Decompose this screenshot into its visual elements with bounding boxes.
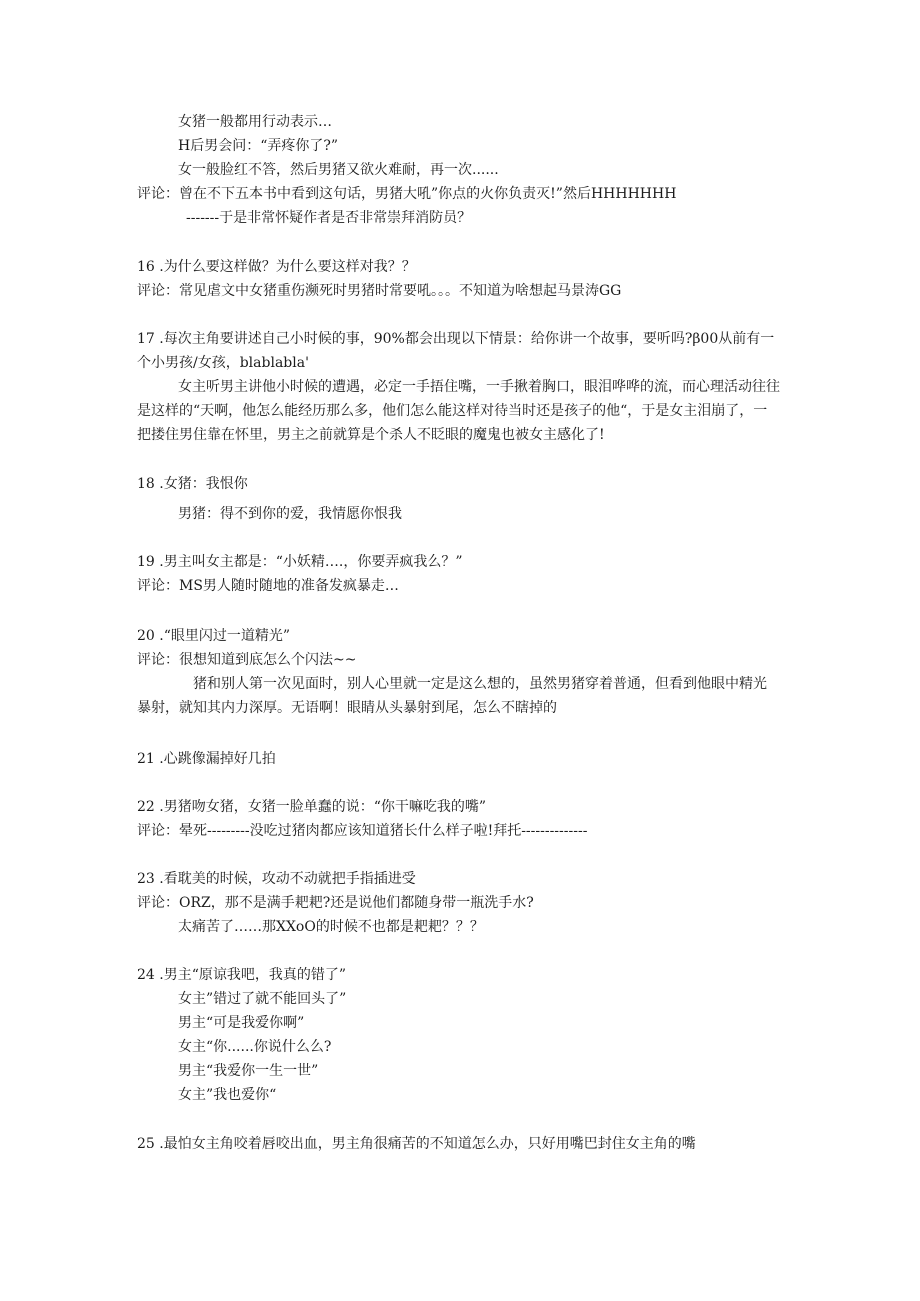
dialogue-line: 男主“我爱你一生一世” [178, 1063, 319, 1079]
item-heading: 20 .“眼里闪过一道精光” [137, 628, 291, 644]
text-line: 太痛苦了……那XXoO的时候不也都是耙耙？？？ [178, 919, 484, 935]
comment-line: 评论：MS男人随时随地的准备发疯暴走… [137, 578, 399, 594]
text-line: 是这样的“天啊，他怎么能经历那么多，他们怎么能这样对待当时还是孩子的他“，于是女主泪崩了，一 [137, 403, 768, 419]
comment-line: 评论：曾在不下五本书中看到这句话，男猪大吼”你点的火你负责灭!”然后HHHHHHH [137, 186, 677, 202]
text-line: 猪和别人第一次见面时，别人心里就一定是这么想的，虽然男猪穿着普通，但看到他眼中精光 [193, 676, 767, 692]
text-line: 女猪一般都用行动表示… [178, 114, 332, 130]
item-heading: 25 .最怕女主角咬着唇咬出血，男主角很痛苦的不知道怎么办，只好用嘴巴封住女主角的嘴 [137, 1136, 696, 1152]
dialogue-line: 女主”错过了就不能回头了” [178, 991, 347, 1007]
item-heading: 22 .男猪吻女猪，女猪一脸单蠢的说：“你干嘛吃我的嘴” [137, 799, 487, 815]
text-line: 男猪：得不到你的爱，我情愿你恨我 [178, 506, 402, 522]
item-heading: 24 .男主“原谅我吧，我真的错了” [137, 967, 347, 983]
text-line: H后男会问：“弄疼你了?” [178, 138, 339, 154]
dialogue-line: 女主“你......你说什么么? [178, 1039, 332, 1055]
text-line: 个小男孩/女孩，blablabla' [137, 355, 309, 371]
text-line: 女一般脸红不答，然后男猪又欲火难耐，再一次...... [178, 162, 499, 178]
item-heading: 23 .看耽美的时候，攻动不动就把手指插进受 [137, 871, 416, 887]
comment-line: 评论：ORZ，那不是满手耙耙?还是说他们都随身带一瓶洗手水? [137, 895, 534, 911]
dialogue-line: 男主“可是我爱你啊” [178, 1015, 305, 1031]
text-line: 女主听男主讲他小时候的遭遇，必定一手捂住嘴，一手揪着胸口，眼泪哗哗的流，而心理活动往往 [178, 379, 780, 395]
item-heading: 19 .男主叫女主都是：“小妖精….，你要弄疯我么？” [137, 554, 463, 570]
item-heading: 17 .每次主角要讲述自己小时候的事，90%都会出现以下情景：给你讲一个故事，要听吗?β00从前有一 [137, 331, 775, 347]
item-heading: 18 .女猪：我恨你 [137, 476, 248, 492]
item-heading: 21 .心跳像漏掉好几拍 [137, 751, 276, 767]
text-line: -------于是非常怀疑作者是否非常崇拜消防员？ [186, 210, 472, 226]
text-line: 把搂住男住靠在怀里，男主之前就算是个杀人不眨眼的魔鬼也被女主感化了! [137, 427, 605, 443]
comment-line: 评论：很想知道到底怎么个闪法~~ [137, 652, 357, 668]
text-line: 暴射，就知其内力深厚。无语啊！眼睛从头暴射到尾，怎么不瞎掉的 [137, 700, 557, 716]
comment-line: 评论：常见虐文中女猪重伤濒死时男猪时常要吼。。。不知道为啥想起马景涛GG [137, 283, 622, 299]
dialogue-line: 女主”我也爱你“ [178, 1087, 277, 1103]
comment-line: 评论：晕死---------没吃过猪肉都应该知道猪长什么样子啦!拜托-------------- [137, 823, 588, 839]
item-heading: 16 .为什么要这样做？为什么要这样对我？？ [137, 259, 416, 275]
